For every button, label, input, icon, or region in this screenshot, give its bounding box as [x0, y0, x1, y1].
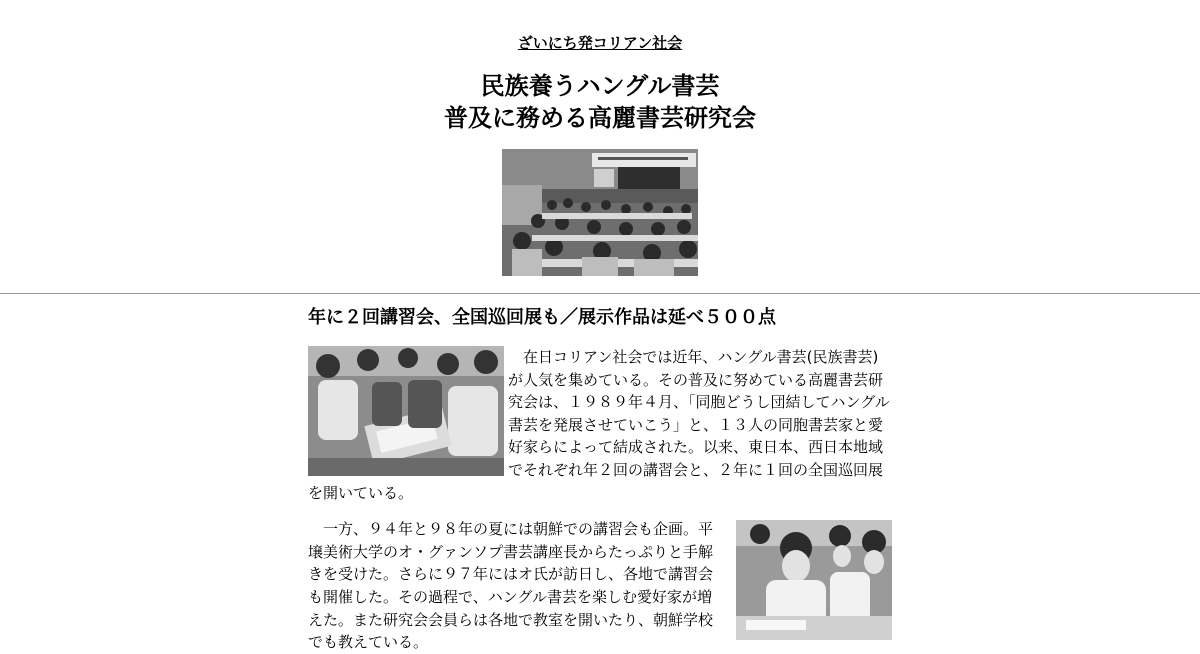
article-subhead: 年に２回講習会、全国巡回展も／展示作品は延べ５００点	[308, 307, 776, 328]
series-link[interactable]: ざいにち発コリアン社会	[517, 34, 683, 52]
class-students-photo	[736, 520, 892, 640]
headline-line-2: 普及に務める高麗書芸研究会	[444, 104, 756, 132]
headline	[0, 70, 1200, 134]
headline-line-1: 民族養うハングル書芸	[480, 72, 720, 100]
calligraphy-workshop-photo	[308, 346, 504, 476]
section-divider	[0, 293, 1200, 294]
article-paragraph-2: 一方、９４年と９８年の夏には朝鮮での講習会も企画。平壌美術大学のオ・グァンソプ書芸講座長からたっぷりと手解きを受けた。さらに９７年にはオ氏が訪日し、各地で講習会も開催した。その過程で、ハングル書芸を楽しむ愛好家が増えた。また研究会会員らは各地で教室を開いたり、朝鮮学校でも教えている。	[308, 520, 714, 652]
article-body	[308, 346, 892, 654]
article-paragraph-1: 在日コリアン社会では近年、ハングル書芸(民族書芸)が人気を集めている。その普及に努めている高麗書芸研究会は、１９８９年４月、「同胞どうし団結してハングル書芸を発展させていこう」と、１３人の同胞書芸家と愛好家らによって結成された。以来、東日本、西日本地域でそれぞれ年２回の講習会と、２年に１回の全国巡回展を開いている。	[308, 348, 890, 502]
lecture-photo	[502, 149, 698, 276]
